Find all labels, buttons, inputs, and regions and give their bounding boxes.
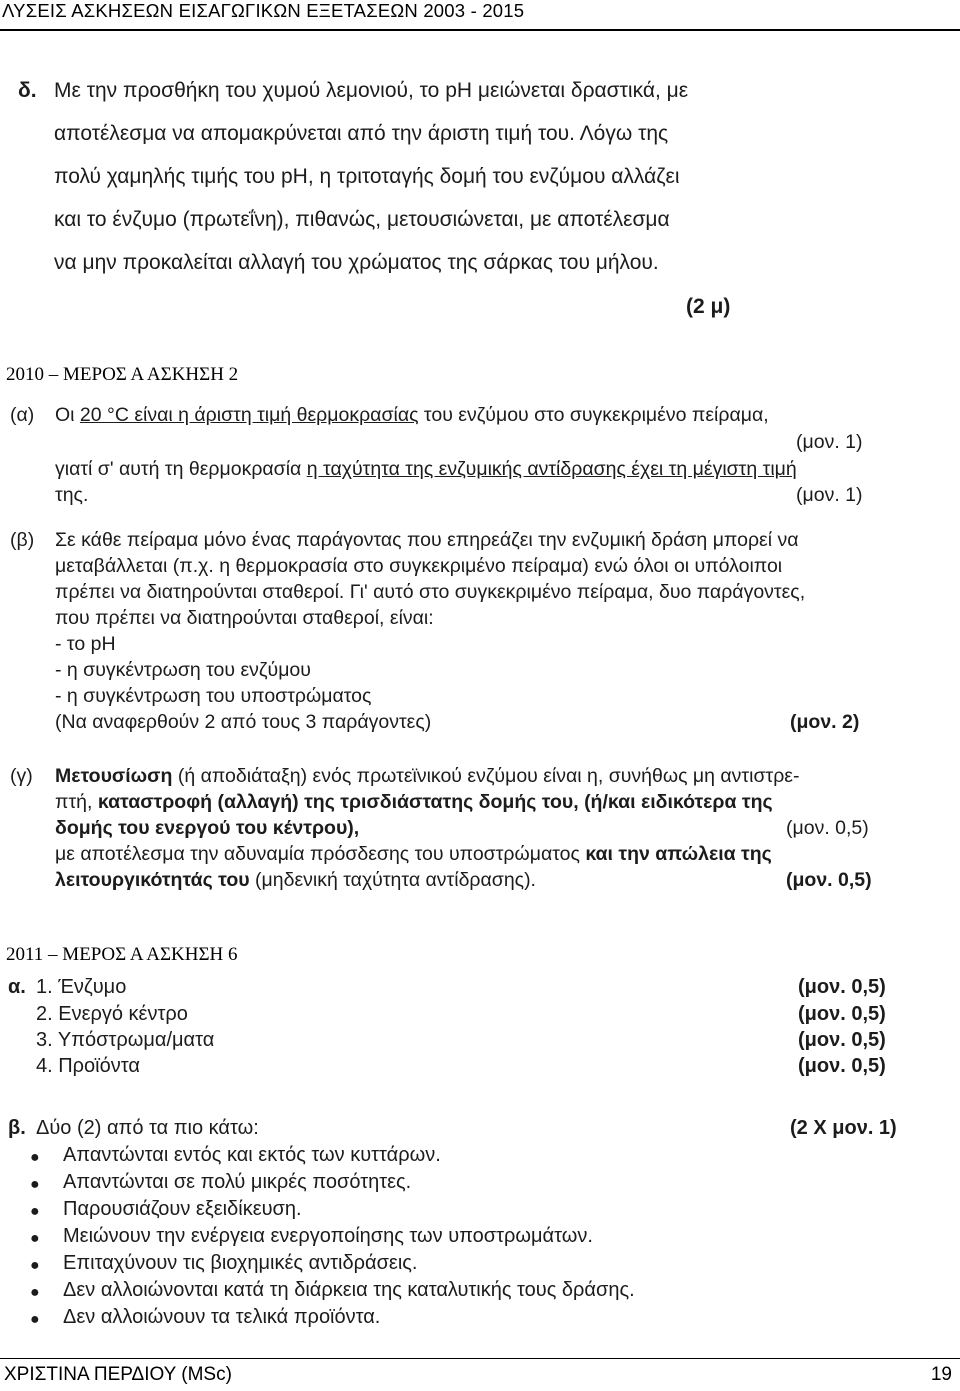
- page-header-title: ΛΥΣΕΙΣ ΑΣΚΗΣΕΩΝ ΕΙΣΑΓΩΓΙΚΩΝ ΕΞΕΤΑΣΕΩΝ 2003 - 2015: [2, 0, 525, 21]
- part-c-mark-2: (μον. 0,5): [786, 869, 872, 891]
- part-2011-b-bullet-6: Δεν αλλοιώνονται κατά τη διάρκεια της καταλυτικής τους δράσης.: [63, 1279, 635, 1301]
- part-b-line-4: που πρέπει να διατηρούνται σταθεροί, είναι:: [55, 607, 434, 629]
- part-2011-b-bullet-7: Δεν αλλοιώνουν τα τελικά προϊόντα.: [63, 1306, 381, 1328]
- part-d-line-4: και το ένζυμο (πρωτεΐνη), πιθανώς, μετουσιώνεται, με αποτέλεσμα: [54, 208, 670, 231]
- part-2011-b-bullet-1: Απαντώνται εντός και εκτός των κυττάρων.: [63, 1144, 441, 1166]
- section-2011-heading: 2011 – ΜΕΡΟΣ Α ΑΣΚΗΣΗ 6: [6, 944, 238, 965]
- part-c-label: (γ): [10, 765, 33, 787]
- part-2011-a-mark-1: (μον. 0,5): [798, 976, 886, 998]
- part-2011-b-intro: Δύο (2) από τα πιο κάτω:: [36, 1117, 259, 1139]
- part-d-line-2: αποτέλεσμα να απομακρύνεται από την άριστη τιμή του. Λόγω της: [54, 122, 669, 145]
- part-2011-b-bullet-3: Παρουσιάζουν εξειδίκευση.: [63, 1198, 302, 1220]
- part-c-line-3: δομής του ενεργού του κέντρου),: [55, 817, 360, 839]
- part-b-label: (β): [10, 529, 35, 551]
- part-2011-a-item-2: 2. Ενεργό κέντρο: [36, 1003, 188, 1025]
- part-2011-a-mark-3: (μον. 0,5): [798, 1029, 886, 1051]
- part-c-line-1-bold: Μετουσίωση: [55, 765, 173, 787]
- part-b-line-5: - το pH: [55, 633, 116, 655]
- part-b-line-7: - η συγκέντρωση του υποστρώματος: [55, 685, 372, 707]
- bullet-icon: ●: [30, 1311, 40, 1328]
- part-a-mark-2: (μον. 1): [796, 484, 863, 506]
- part-a-line-1-post: του ενζύμου στο συγκεκριμένο πείραμα,: [418, 404, 769, 426]
- part-a-line-2: [55, 456, 797, 482]
- part-c-line-1-rest: (ή αποδιάταξη) ενός πρωτεϊνικού ενζύμου είναι η, συνήθως μη αντιστρε-: [172, 765, 800, 787]
- footer-author: ΧΡΙΣΤΙΝΑ ΠΕΡΔΙΟΥ (MSc): [4, 1364, 232, 1385]
- part-c-line-2-pre: πτή,: [55, 791, 98, 813]
- part-c-line-5: [55, 867, 536, 893]
- part-a-line-3: της.: [55, 484, 89, 506]
- part-b-line-8: (Να αναφερθούν 2 από τους 3 παράγοντες): [55, 711, 432, 733]
- part-c-line-4-bold: και την απώλεια της: [585, 843, 772, 865]
- part-b-line-3: πρέπει να διατηρούνται σταθεροί. Γι' αυτό στο συγκεκριμένο πείραμα, δυο παράγοντες,: [55, 581, 806, 603]
- part-a-label: (α): [10, 404, 35, 426]
- part-c-line-1: [55, 763, 799, 789]
- part-c-line-5-bold: λειτουργικότητάς του: [55, 869, 250, 891]
- bullet-icon: ●: [30, 1203, 40, 1220]
- part-c-line-2: [55, 789, 773, 815]
- part-a-mark-1: (μον. 1): [796, 431, 863, 453]
- part-d-line-5: να μην προκαλείται αλλαγή του χρώματος της σάρκας του μήλου.: [54, 251, 659, 274]
- section-2010-heading: 2010 – ΜΕΡΟΣ Α ΑΣΚΗΣΗ 2: [6, 364, 239, 385]
- part-c-line-5-rest: (μηδενική ταχύτητα αντίδρασης).: [249, 869, 536, 891]
- part-2011-b-bullet-2: Απαντώνται σε πολύ μικρές ποσότητες.: [63, 1171, 412, 1193]
- part-2011-a-item-4: 4. Προϊόντα: [36, 1055, 140, 1077]
- part-2011-a-label: α.: [8, 976, 26, 998]
- part-b-line-2: μεταβάλλεται (π.χ. η θερμοκρασία στο συγκεκριμένο πείραμα) ενώ όλοι οι υπόλοιποι: [55, 555, 783, 577]
- part-c-line-4-pre: με αποτέλεσμα την αδυναμία πρόσδεσης του υποστρώματος: [55, 843, 586, 865]
- bullet-icon: ●: [30, 1230, 40, 1247]
- part-b-mark: (μον. 2): [790, 711, 860, 733]
- part-2011-a-mark-2: (μον. 0,5): [798, 1003, 886, 1025]
- part-a-line-2-underlined: η ταχύτητα της ενζυμικής αντίδρασης έχει τη μέγιστη τιμή: [306, 458, 797, 480]
- part-c-line-4: [55, 841, 772, 867]
- part-a-line-1: [55, 402, 769, 428]
- bullet-icon: ●: [30, 1149, 40, 1166]
- part-d-line-3: πολύ χαμηλής τιμής του pH, η τριτοταγής δομή του ενζύμου αλλάζει: [54, 165, 680, 188]
- part-c-line-2-bold: καταστροφή (αλλαγή) της τρισδιάστατης δομής του, (ή/και ειδικότερα της: [97, 791, 773, 813]
- part-2011-b-mark: (2 Χ μον. 1): [790, 1117, 897, 1139]
- part-d-marks: (2 μ): [686, 295, 731, 318]
- part-2011-a-item-1: 1. Ένζυμο: [36, 976, 127, 998]
- footer-divider: [0, 1358, 960, 1359]
- part-c-mark-1: (μον. 0,5): [786, 817, 869, 839]
- bullet-icon: ●: [30, 1284, 40, 1301]
- part-2011-a-mark-4: (μον. 0,5): [798, 1055, 886, 1077]
- part-2011-a-item-3: 3. Υπόστρωμα/ματα: [36, 1029, 215, 1051]
- part-a-line-2-pre: γιατί σ' αυτή τη θερμοκρασία: [55, 458, 307, 480]
- part-2011-b-bullet-5: Επιταχύνουν τις βιοχημικές αντιδράσεις.: [63, 1252, 418, 1274]
- part-a-line-1-pre: Οι: [55, 404, 80, 426]
- bullet-icon: ●: [30, 1176, 40, 1193]
- part-b-line-6: - η συγκέντρωση του ενζύμου: [55, 659, 311, 681]
- part-b-line-1: Σε κάθε πείραμα μόνο ένας παράγοντας που επηρεάζει την ενζυμική δράση μπορεί να: [55, 529, 799, 551]
- header-divider: [0, 29, 960, 31]
- part-2011-b-bullet-4: Μειώνουν την ενέργεια ενεργοποίησης των υποστρωμάτων.: [63, 1225, 593, 1247]
- bullet-icon: ●: [30, 1257, 40, 1274]
- part-d-label: δ.: [18, 79, 37, 102]
- part-2011-b-label: β.: [8, 1117, 26, 1139]
- part-d-line-1: Με την προσθήκη του χυμού λεμονιού, το pH μειώνεται δραστικά, με: [54, 79, 689, 102]
- footer-page-number: 19: [930, 1364, 952, 1385]
- part-a-line-1-underlined: 20 °C είναι η άριστη τιμή θερμοκρασίας: [79, 404, 419, 426]
